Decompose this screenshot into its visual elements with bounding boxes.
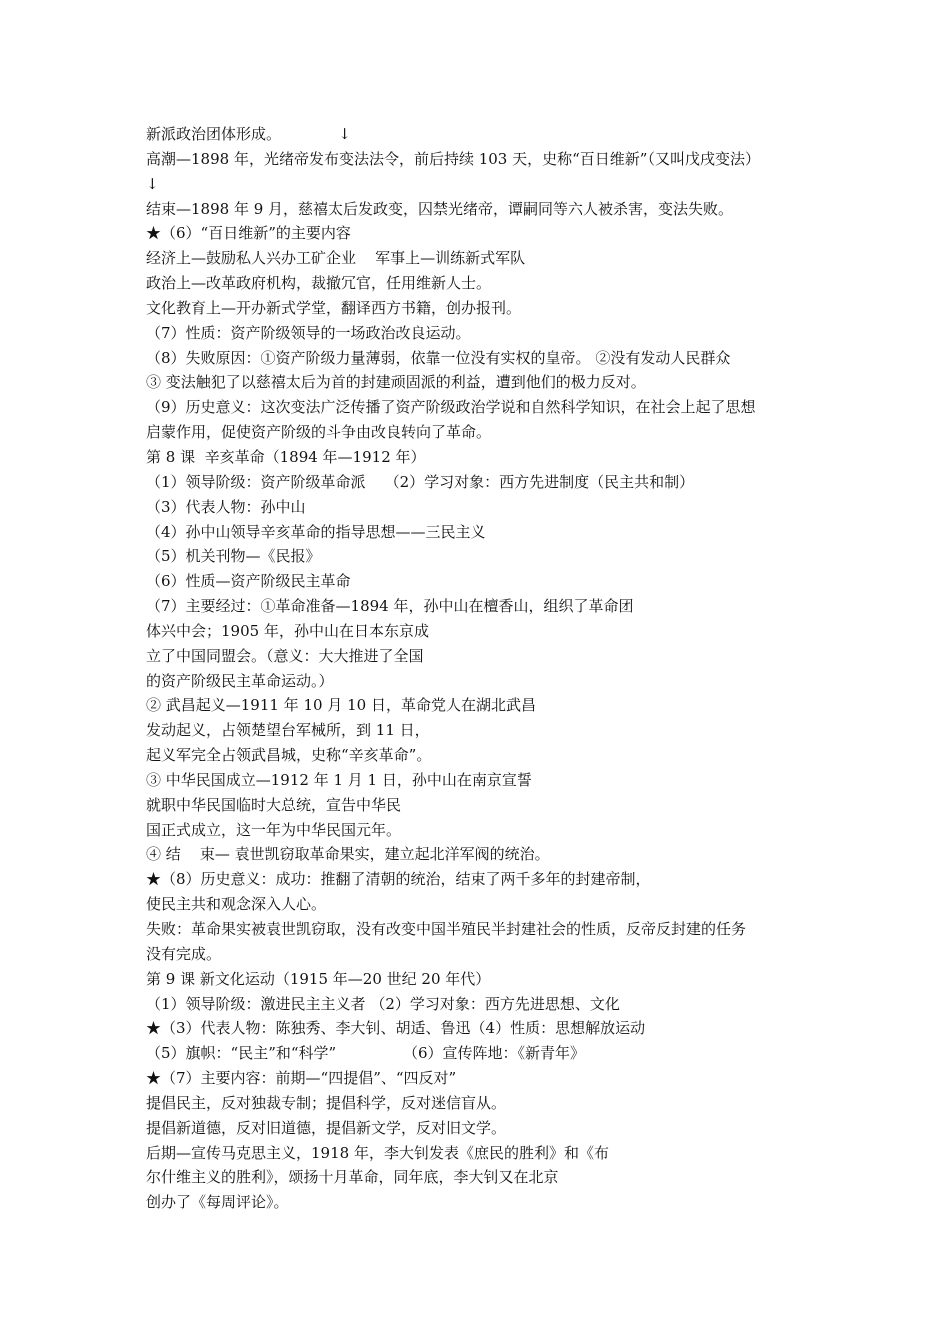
text-line: 创办了《每周评论》。 — [146, 1193, 289, 1212]
text-line: （1）领导阶级：资产阶级革命派 （2）学习对象：西方先进制度（民主共和制） — [146, 472, 695, 491]
text-line: ↓ — [146, 174, 159, 193]
text-line: 第 8 课 辛亥革命（1894 年—1912 年） — [146, 447, 426, 466]
text-line: ② 武昌起义—1911 年 10 月 10 日，革命党人在湖北武昌 — [146, 696, 536, 715]
text-line: （8）失败原因：①资产阶级力量薄弱，依靠一位没有实权的皇帝。 ②没有发动人民群众 — [146, 348, 731, 367]
text-line: （9）历史意义：这次变法广泛传播了资产阶级政治学说和自然科学知识，在社会上起了思想 — [146, 398, 756, 417]
text-line: （5）旗帜：“民主”和“科学” （6）宣传阵地：《新青年》 — [146, 1044, 586, 1063]
text-line: （3）代表人物：孙中山 — [146, 497, 306, 516]
text-line: 就职中华民国临时大总统，宣告中华民 — [146, 795, 402, 814]
text-line: 发动起义，占领楚望台军械所，到 11 日， — [146, 721, 430, 740]
text-line: 立了中国同盟会。（意义：大大推进了全国 — [146, 646, 424, 665]
document-body — [146, 122, 826, 1215]
text-line: 高潮—1898 年，光绪帝发布变法法令，前后持续 103 天，史称“百日维新”（又叫戊戌变法） — [146, 149, 760, 168]
text-line: ★（6）“百日维新”的主要内容 — [146, 224, 351, 243]
text-line: 提倡新道德，反对旧道德，提倡新文学，反对旧文学。 — [146, 1118, 507, 1137]
text-line: 体兴中会；1905 年，孙中山在日本东京成 — [146, 621, 429, 640]
text-line: 经济上—鼓励私人兴办工矿企业 军事上—训练新式军队 — [146, 249, 526, 268]
text-line: （6）性质—资产阶级民主革命 — [146, 572, 351, 591]
text-line: 的资产阶级民主革命运动。） — [146, 671, 334, 690]
text-line: 尔什维主义的胜利》，颂扬十月革命，同年底，李大钊又在北京 — [146, 1168, 559, 1187]
text-line: （1）领导阶级：激进民主主义者 （2）学习对象：西方先进思想、文化 — [146, 994, 620, 1013]
text-line: 起义军完全占领武昌城，史称“辛亥革命”。 — [146, 746, 432, 765]
text-line: ★（7）主要内容：前期—“四提倡”、“四反对” — [146, 1069, 457, 1088]
text-line: 结束—1898 年 9 月，慈禧太后发政变，囚禁光绪帝，谭嗣同等六人被杀害，变法失败。 — [146, 199, 734, 218]
text-line: （7）性质：资产阶级领导的一场政治改良运动。 — [146, 323, 471, 342]
text-line: ③ 中华民国成立—1912 年 1 月 1 日，孙中山在南京宣誓 — [146, 770, 532, 789]
text-line: 国正式成立，这一年为中华民国元年。 — [146, 820, 402, 839]
text-line: 政治上—改革政府机构，裁撤冗官，任用维新人士。 — [146, 274, 492, 293]
text-line: ★（8）历史意义：成功：推翻了清朝的统治，结束了两千多年的封建帝制， — [146, 870, 651, 889]
text-line: （4）孙中山领导辛亥革命的指导思想——三民主义 — [146, 522, 486, 541]
text-line: 提倡民主，反对独裁专制；提倡科学，反对迷信盲从。 — [146, 1093, 507, 1112]
text-line: 失败：革命果实被袁世凯窃取，没有改变中国半殖民半封建社会的性质，反帝反封建的任务 — [146, 920, 747, 938]
text-line: 启蒙作用，促使资产阶级的斗争由改良转向了革命。 — [146, 423, 492, 442]
text-line: ④ 结 束— 袁世凯窃取革命果实，建立起北洋军阀的统治。 — [146, 845, 550, 864]
text-line: （5）机关刊物—《民报》 — [146, 547, 321, 566]
text-line: 文化教育上—开办新式学堂，翻译西方书籍，创办报刊。 — [146, 298, 522, 317]
text-line: ③ 变法触犯了以慈禧太后为首的封建顽固派的利益，遭到他们的极力反对。 — [146, 373, 646, 392]
text-line: ★（3）代表人物：陈独秀、李大钊、胡适、鲁迅（4）性质：思想解放运动 — [146, 1019, 646, 1038]
text-line: 第 9 课 新文化运动（1915 年—20 世纪 20 年代） — [146, 969, 491, 988]
text-line: （7）主要经过：①革命准备—1894 年，孙中山在檀香山，组织了革命团 — [146, 597, 634, 616]
text-line: 使民主共和观念深入人心。 — [146, 895, 327, 914]
text-line: 没有完成。 — [146, 944, 222, 963]
text-line: 后期—宣传马克思主义，1918 年，李大钊发表《庶民的胜利》和《布 — [146, 1143, 609, 1162]
text-line: 新派政治团体形成。 ↓ — [146, 125, 351, 143]
